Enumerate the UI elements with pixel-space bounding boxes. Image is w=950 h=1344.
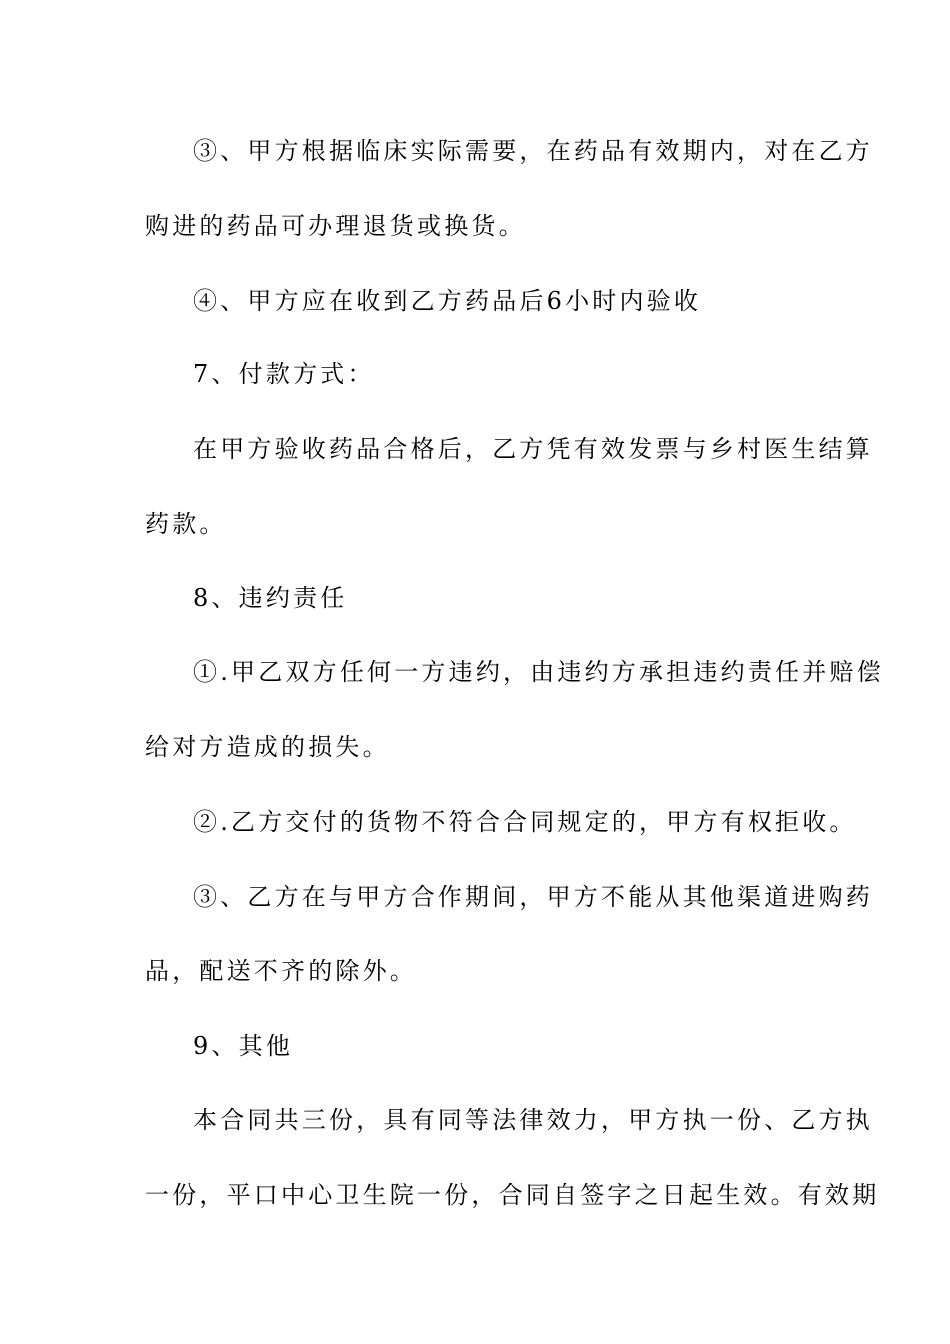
section-8-heading: 8、违约责任 [193, 584, 348, 612]
clause-6-3-line-2: 购进的药品可办理退货或换货。 [145, 212, 526, 240]
clause-8-2: ②.乙方交付的货物不符合合同规定的，甲方有权拒收。 [193, 808, 857, 836]
clause-6-4: ④、甲方应在收到乙方药品后6小时内验收 [193, 287, 702, 315]
clause-8-3-line-1: ③、乙方在与甲方合作期间，甲方不能从其他渠道进购药 [193, 883, 873, 911]
other-paragraph-line-2: 一份，平口中心卫生院一份，合同自签字之日起生效。有效期 [145, 1181, 880, 1209]
clause-8-1-line-2: 给对方造成的损失。 [145, 733, 390, 761]
other-paragraph-line-1: 本合同共三份，具有同等法律效力，甲方执一份、乙方执 [193, 1106, 873, 1134]
clause-8-1-line-1: ①.甲乙双方任何一方违约，由违约方承担违约责任并赔偿 [193, 658, 884, 686]
section-9-heading: 9、其他 [193, 1032, 294, 1060]
clause-6-3-line-1: ③、甲方根据临床实际需要，在药品有效期内，对在乙方 [193, 137, 873, 165]
payment-paragraph-line-2: 药款。 [145, 510, 227, 538]
section-7-heading: 7、付款方式： [193, 360, 375, 388]
payment-paragraph-line-1: 在甲方验收药品合格后，乙方凭有效发票与乡村医生结算 [193, 435, 873, 463]
clause-8-3-line-2: 品，配送不齐的除外。 [145, 957, 417, 985]
